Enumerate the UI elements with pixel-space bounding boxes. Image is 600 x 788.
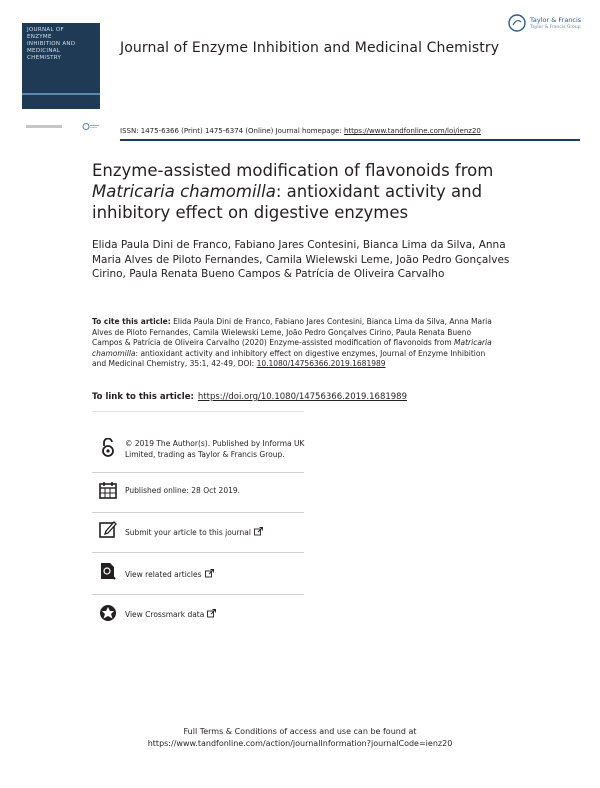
article-title-line-2 xyxy=(92,181,552,202)
issn-line xyxy=(120,127,481,135)
info-separator xyxy=(92,411,304,412)
header-rule xyxy=(120,139,580,141)
article-title-species: Matricaria chamomilla xyxy=(92,182,276,201)
footer-terms-text: Full Terms & Conditions of access and use can be found at xyxy=(183,727,417,736)
journal-cover-thumbnail[interactable] xyxy=(22,23,100,109)
cover-title-line: MEDICINAL CHEMISTRY xyxy=(27,48,62,61)
article-title-line-3: inhibitory effect on digestive enzymes xyxy=(92,203,409,222)
submit-article-label: Submit your article to this journal xyxy=(125,528,251,537)
article-title-line-1: Enzyme-assisted modification of flavonoids from xyxy=(92,161,494,180)
author-list: Elida Paula Dini de Franco, Fabiano Jares Contesini, Bianca Lima da Silva, Anna Maria Alves de Piloto Fernandes, Camila Wielewski Leme, João Pedro Gonçalves Cirino, Paula Renata Bueno Campos & Patrícia de Oliveira Carvalho xyxy=(92,239,510,280)
journal-homepage-link[interactable]: https://www.tandfonline.com/loi/ienz20 xyxy=(343,127,481,135)
article-link-line xyxy=(92,392,407,402)
row-divider xyxy=(92,512,304,513)
cover-title-line: INHIBITION AND xyxy=(27,41,76,47)
article-title-line-2-rest: : antioxidant activity and xyxy=(275,182,483,201)
crossmark-icon xyxy=(98,603,118,623)
issn-text: ISSN: 1475-6366 (Print) 1475-6374 (Online) Journal homepage: xyxy=(120,127,344,135)
publisher-logo-name: Taylor & Francis xyxy=(530,16,582,24)
license-row[interactable] xyxy=(92,438,312,478)
row-divider xyxy=(92,594,304,595)
citation-text-post: : antioxidant activity and inhibitory effect on digestive enzymes, Journal of Enzyme Inhibition and Medicinal Chemistry, 35:1, 42-49, DOI: xyxy=(92,348,486,368)
crossmark-link[interactable] xyxy=(125,609,305,621)
citation-species: Matricaria chamomilla xyxy=(92,338,492,358)
citation-doi-link[interactable]: 10.1080/14756366.2019.1681989 xyxy=(256,359,386,368)
published-date: Published online: 28 Oct 2019. xyxy=(125,486,241,495)
link-label: To link to this article: xyxy=(92,392,194,402)
cover-title-line: JOURNAL OF ENZYME xyxy=(27,27,64,40)
external-link-icon xyxy=(205,569,214,578)
search-document-icon xyxy=(98,561,118,581)
taylor-francis-logo-icon xyxy=(508,14,526,32)
related-articles-link[interactable] xyxy=(125,569,305,581)
external-link-icon xyxy=(207,609,216,618)
calendar-icon xyxy=(98,480,118,500)
cover-band xyxy=(22,93,100,95)
license-text: © 2019 The Author(s). Published by Informa UK Limited, trading as Taylor & Francis Group. xyxy=(125,439,305,459)
crossmark-row[interactable] xyxy=(92,603,312,633)
external-link-icon xyxy=(254,527,263,536)
citation-text-pre: Elida Paula Dini de Franco, Fabiano Jares Contesini, Bianca Lima da Silva, Anna Maria Alves de Piloto Fernandes, Camila Wielewski Leme, João Pedro Gonçalves Cirino, Paula Renata Bueno Campos & Patrícia de Oliveira Carvalho (2020) Enzyme-assisted modification of flavonoids from xyxy=(92,317,492,347)
citation-block xyxy=(92,317,492,370)
row-divider xyxy=(92,552,304,553)
submit-article-link[interactable] xyxy=(125,527,305,539)
journal-title[interactable]: Journal of Enzyme Inhibition and Medicinal Chemistry xyxy=(120,40,500,56)
article-title xyxy=(92,160,552,223)
submit-article-row[interactable] xyxy=(92,519,312,555)
related-articles-label: View related articles xyxy=(125,570,202,579)
crossmark-label: View Crossmark data xyxy=(125,610,205,619)
row-divider xyxy=(92,472,304,473)
footer-terms-link[interactable]: https://www.tandfonline.com/action/journalInformation?journalCode=ienz20 xyxy=(147,738,453,748)
cover-title xyxy=(27,27,87,62)
related-articles-row[interactable] xyxy=(92,561,312,597)
article-doi-url[interactable]: https://doi.org/10.1080/14756366.2019.1681989 xyxy=(197,392,407,402)
publisher-logo-sub: Taylor & Francis Group xyxy=(530,25,581,30)
footer xyxy=(0,726,600,749)
citation-label: To cite this article: xyxy=(92,317,171,326)
cover-caption-bar xyxy=(26,125,62,128)
open-access-lock-icon xyxy=(98,438,118,458)
small-publisher-icon xyxy=(82,122,100,131)
publisher-logo[interactable] xyxy=(508,14,588,36)
edit-pencil-icon xyxy=(98,519,118,539)
published-row xyxy=(92,480,312,516)
